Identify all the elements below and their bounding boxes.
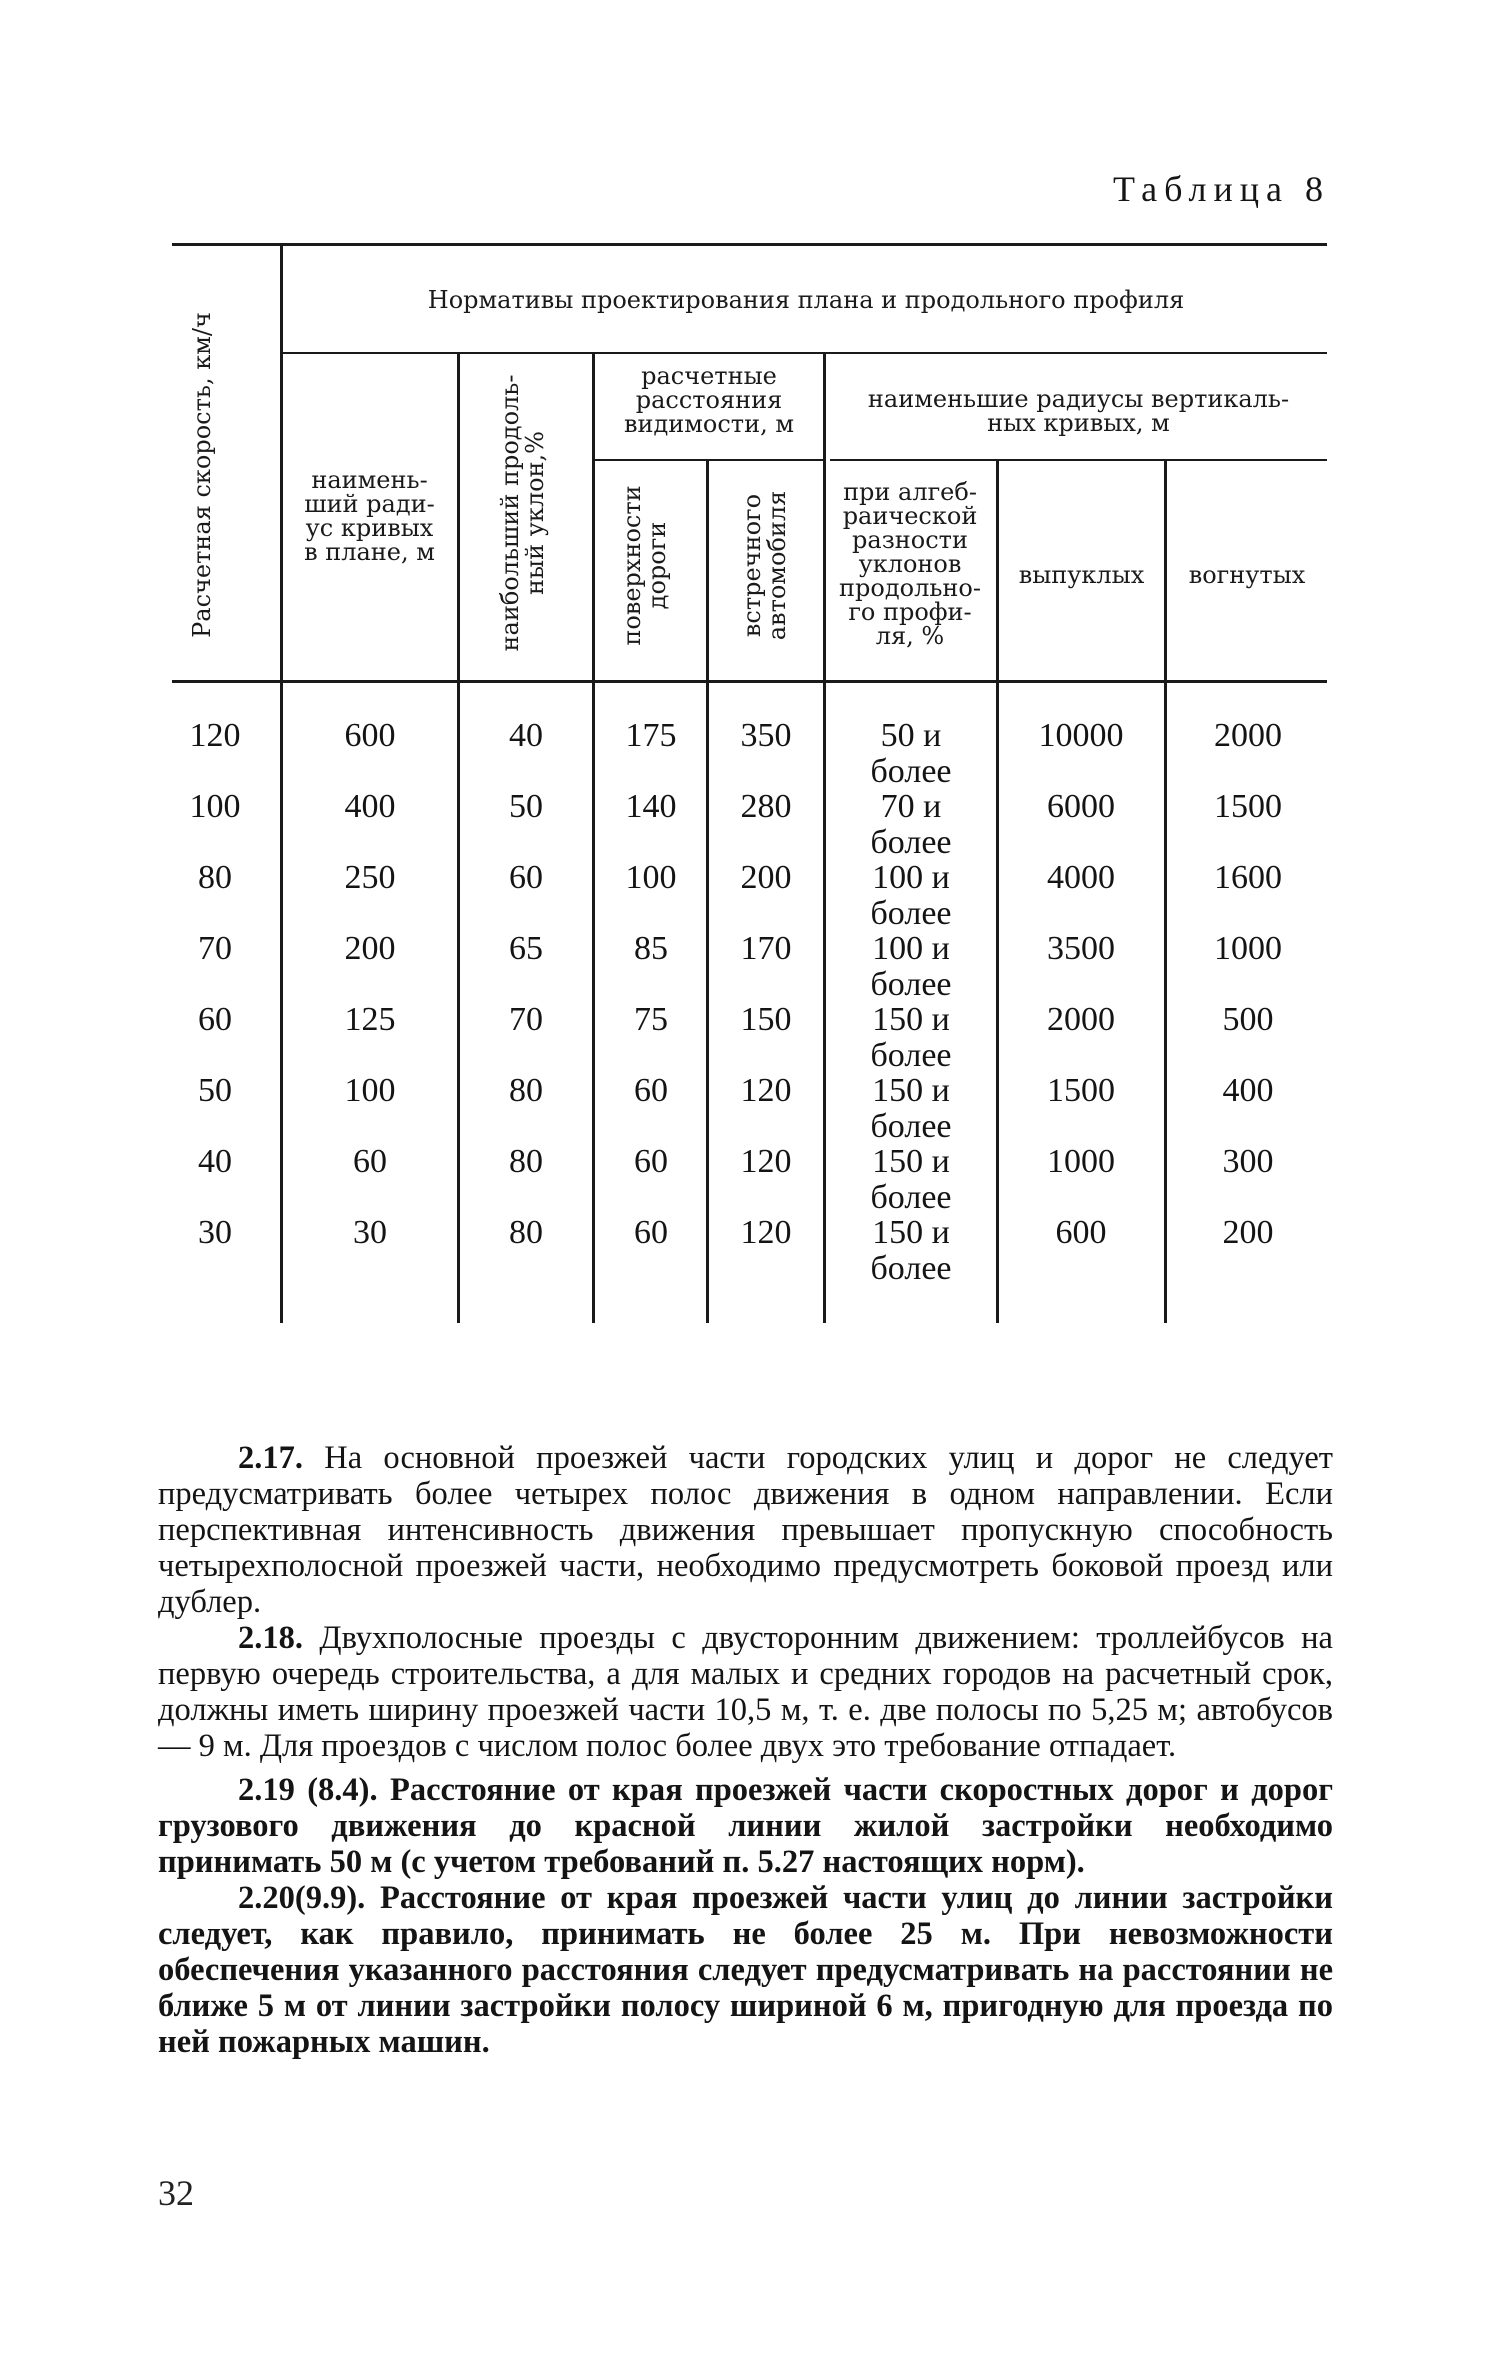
cell-grade: 80 bbox=[509, 1143, 543, 1180]
cell-surface: 60 bbox=[634, 1143, 668, 1180]
cell-radius: 600 bbox=[344, 717, 396, 754]
cell-oncoming: 200 bbox=[740, 859, 792, 896]
cell-convex: 3500 bbox=[1047, 930, 1115, 967]
cell-radius: 60 bbox=[353, 1143, 387, 1180]
cell-convex: 2000 bbox=[1047, 1001, 1115, 1038]
cell-speed: 120 bbox=[189, 717, 241, 754]
cell-radius: 200 bbox=[344, 930, 396, 967]
header-radius-plan: наимень- ший ради- ус кривых в плане, м bbox=[304, 466, 435, 566]
header-group-title: Нормативы проектирования плана и продольного профиля bbox=[427, 286, 1185, 314]
header-grade: наибольший продоль- ный уклон,% bbox=[496, 374, 549, 652]
cell-grade: 40 bbox=[509, 717, 543, 754]
cell-concave: 200 bbox=[1222, 1214, 1274, 1251]
col-divider-4 bbox=[706, 459, 709, 1323]
cell-concave: 1600 bbox=[1214, 859, 1282, 896]
header-bottom-rule bbox=[172, 680, 1327, 683]
cell-speed: 80 bbox=[198, 859, 232, 896]
cell-diff: 100 и более bbox=[870, 930, 952, 1003]
cell-diff: 70 и более bbox=[870, 788, 952, 861]
header-oncoming: встречного автомобиля bbox=[738, 490, 791, 641]
cell-speed: 40 bbox=[198, 1143, 232, 1180]
col-divider-3 bbox=[592, 352, 595, 1323]
cell-concave: 2000 bbox=[1214, 717, 1282, 754]
paragraph-2-17: 2.17. На основной проезжей части городских улиц и дорог не следует предусматривать более четырех полос движения в одном направлении. Если перспективная интенсивность движения превышает пропускную способность четырехполосной проезжей части, необходимо предусмотреть боковой проезд или дублер. bbox=[158, 1440, 1333, 1620]
cell-convex: 1000 bbox=[1047, 1143, 1115, 1180]
vertical-group-rule bbox=[830, 459, 1327, 461]
header-sight-group: расчетные расстояния видимости, м bbox=[623, 362, 795, 438]
cell-diff: 50 и более bbox=[870, 717, 952, 790]
cell-oncoming: 170 bbox=[740, 930, 792, 967]
cell-oncoming: 150 bbox=[740, 1001, 792, 1038]
cell-radius: 30 bbox=[353, 1214, 387, 1251]
paragraph-2-18: 2.18. Двухполосные проезды с двусторонним движением: троллейбусов на первую очередь строительства, а для малых и средних городов на расчетный срок, должны иметь ширину проезжей части 10,5 м, т. е. две полосы по 5,25 м; автобусов — 9 м. Для проездов с числом полос более двух это требование отпадает. bbox=[158, 1620, 1333, 1764]
cell-surface: 85 bbox=[634, 930, 668, 967]
cell-convex: 10000 bbox=[1038, 717, 1124, 754]
cell-radius: 400 bbox=[344, 788, 396, 825]
body-text bbox=[158, 1440, 1333, 2060]
cell-oncoming: 120 bbox=[740, 1143, 792, 1180]
cell-speed: 100 bbox=[189, 788, 241, 825]
cell-oncoming: 120 bbox=[740, 1072, 792, 1109]
paragraph-2-20: 2.20(9.9). Расстояние от края проезжей части улиц до линии застройки следует, как правило, принимать не более 25 м. При невозможности обеспечения указанного расстояния следует предусматривать на расстоянии не ближе 5 м от линии застройки полосу шириной 6 м, пригодную для проезда по ней пожарных машин. bbox=[158, 1880, 1333, 2060]
cell-oncoming: 280 bbox=[740, 788, 792, 825]
cell-radius: 125 bbox=[344, 1001, 396, 1038]
cell-speed: 60 bbox=[198, 1001, 232, 1038]
cell-surface: 60 bbox=[634, 1072, 668, 1109]
sight-group-rule bbox=[595, 459, 823, 461]
cell-radius: 100 bbox=[344, 1072, 396, 1109]
header-speed: Расчетная скорость, км/ч bbox=[188, 312, 216, 638]
cell-surface: 140 bbox=[625, 788, 677, 825]
cell-surface: 100 bbox=[625, 859, 677, 896]
cell-speed: 70 bbox=[198, 930, 232, 967]
cell-grade: 50 bbox=[509, 788, 543, 825]
cell-convex: 4000 bbox=[1047, 859, 1115, 896]
col-divider-2 bbox=[457, 352, 460, 1323]
cell-oncoming: 350 bbox=[740, 717, 792, 754]
cell-concave: 500 bbox=[1222, 1001, 1274, 1038]
cell-diff: 150 и более bbox=[870, 1072, 952, 1145]
cell-surface: 60 bbox=[634, 1214, 668, 1251]
cell-convex: 6000 bbox=[1047, 788, 1115, 825]
table-top-rule bbox=[172, 243, 1327, 246]
cell-concave: 1500 bbox=[1214, 788, 1282, 825]
col-divider-7 bbox=[1164, 459, 1167, 1323]
cell-diff: 150 и более bbox=[870, 1001, 952, 1074]
header-surface: поверхности дороги bbox=[618, 485, 671, 646]
cell-diff: 150 и более bbox=[870, 1143, 952, 1216]
header-algebraic: при алгеб- раической разности уклонов продольно- го профи- ля, % bbox=[839, 478, 981, 650]
cell-grade: 80 bbox=[509, 1214, 543, 1251]
cell-convex: 1500 bbox=[1047, 1072, 1115, 1109]
cell-grade: 70 bbox=[509, 1001, 543, 1038]
paragraph-2-19: 2.19 (8.4). Расстояние от края проезжей части скоростных дорог и дорог грузового движения до красной линии жилой застройки необходимо принимать 50 м (с учетом требований п. 5.27 настоящих норм). bbox=[158, 1772, 1333, 1880]
cell-surface: 75 bbox=[634, 1001, 668, 1038]
cell-diff: 100 и более bbox=[870, 859, 952, 932]
cell-concave: 1000 bbox=[1214, 930, 1282, 967]
cell-oncoming: 120 bbox=[740, 1214, 792, 1251]
cell-grade: 60 bbox=[509, 859, 543, 896]
page-number: 32 bbox=[158, 2173, 194, 2213]
header-vertical-group: наименьшие радиусы вертикаль- ных кривых, м bbox=[867, 385, 1290, 437]
cell-speed: 50 bbox=[198, 1072, 232, 1109]
cell-diff: 150 и более bbox=[870, 1214, 952, 1287]
cell-concave: 300 bbox=[1222, 1143, 1274, 1180]
cell-speed: 30 bbox=[198, 1214, 232, 1251]
group-title-rule bbox=[280, 352, 1327, 354]
cell-concave: 400 bbox=[1222, 1072, 1274, 1109]
cell-grade: 80 bbox=[509, 1072, 543, 1109]
col-divider-1 bbox=[280, 243, 283, 1323]
cell-surface: 175 bbox=[625, 717, 677, 754]
header-convex: выпуклых bbox=[1018, 561, 1145, 589]
header-concave: вогнутых bbox=[1188, 561, 1306, 589]
cell-grade: 65 bbox=[509, 930, 543, 967]
cell-radius: 250 bbox=[344, 859, 396, 896]
table-caption: Таблица 8 bbox=[1113, 169, 1330, 209]
cell-convex: 600 bbox=[1055, 1214, 1107, 1251]
